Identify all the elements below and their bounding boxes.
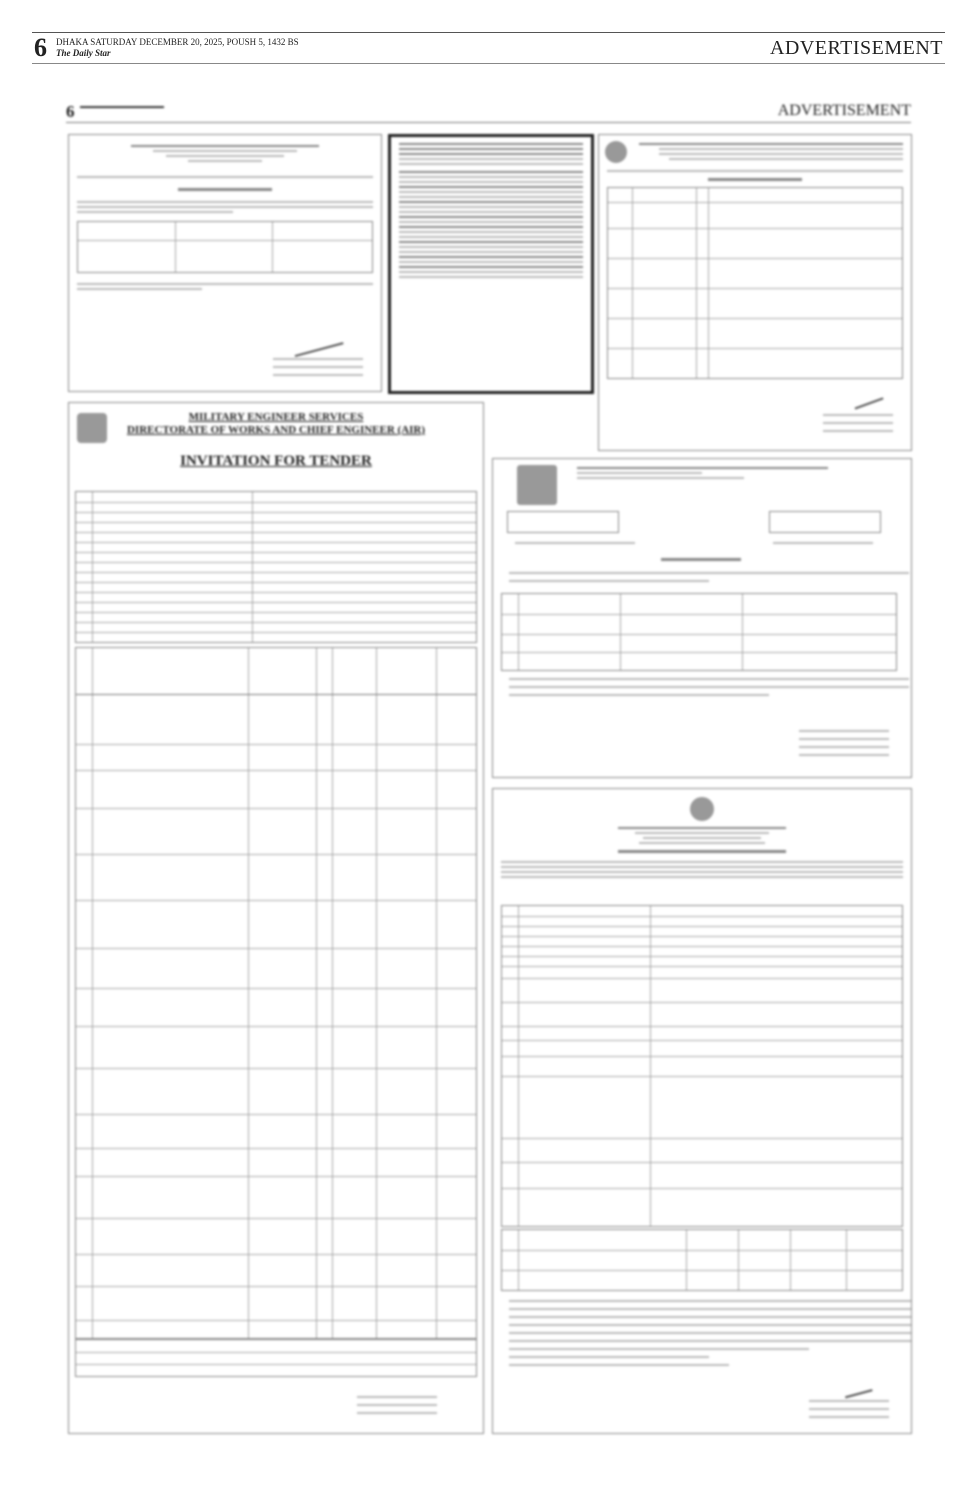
mes-subheading: DIRECTORATE OF WORKS AND CHIEF ENGINEER (AIR) bbox=[126, 424, 426, 436]
signature bbox=[848, 380, 883, 409]
ad-pgcb-etender-notice bbox=[492, 458, 912, 778]
dateline: DHAKA SATURDAY DECEMBER 20, 2025, POUSH 5, 1432 BS bbox=[56, 37, 299, 47]
mes-crest bbox=[77, 413, 107, 443]
ad-boxed-notice bbox=[388, 134, 594, 394]
bangla-tender-details-table bbox=[501, 905, 903, 1227]
ad-mes-invitation-for-tender bbox=[68, 402, 484, 1434]
scanned-section-title: ADVERTISEMENT bbox=[777, 102, 911, 119]
scanned-advertisement-page bbox=[66, 100, 911, 1450]
section-title: ADVERTISEMENT bbox=[769, 37, 943, 59]
mes-works-table bbox=[75, 647, 477, 1339]
mes-tender-title: INVITATION FOR TENDER bbox=[180, 453, 372, 469]
ad-bangla-notice bbox=[598, 134, 912, 451]
masthead: The Daily Star bbox=[56, 48, 111, 58]
ad-etender-notice bbox=[68, 134, 382, 392]
bangladesh-crest bbox=[690, 797, 714, 821]
scanned-page-number: 6 bbox=[66, 102, 75, 121]
government-crest bbox=[605, 141, 627, 163]
scanned-page-header bbox=[66, 100, 911, 123]
mes-heading: MILITARY ENGINEER SERVICES bbox=[188, 411, 364, 423]
signature bbox=[841, 1376, 872, 1399]
page-number: 6 bbox=[34, 33, 47, 62]
scanned-dateline: ▬▬▬▬▬▬▬▬▬▬▬▬▬▬ bbox=[80, 104, 164, 110]
signature bbox=[288, 319, 343, 357]
pgcb-tender-table bbox=[501, 593, 897, 671]
page-header bbox=[32, 32, 945, 64]
pgcb-logo bbox=[517, 465, 557, 505]
ad-bangla-tender-notice bbox=[492, 788, 912, 1434]
